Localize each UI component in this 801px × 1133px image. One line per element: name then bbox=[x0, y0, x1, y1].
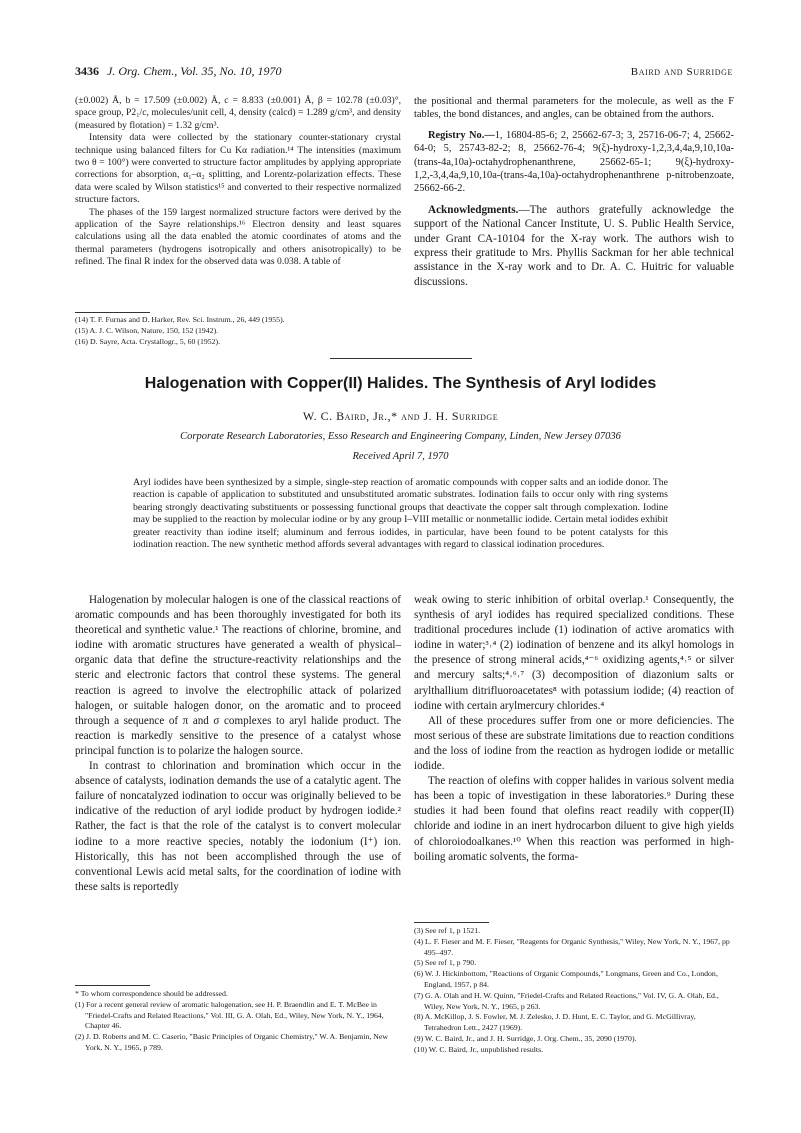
intro-paragraph-2: In contrast to chlorination and bromination which occur in the absence of catalysts, iodination demands the use of a catalytic agent. The failure of noncatalyzed iodination to occur was originally believed to be indicative of the reduction of aryl iodide product by hydrogen iodide.² Rather, the fact is that the role of the catalyst is to convert molecular iodine to a more reactive species, notably the iodonium (I⁺) ion. Historically, this has not been accomplished through the use of conventional Lewis acid metal salts, for the coordination of iodine with these salts is reportedly bbox=[75, 760, 401, 893]
journal-citation: J. Org. Chem., Vol. 35, No. 10, 1970 bbox=[107, 64, 282, 78]
running-header-left bbox=[75, 64, 282, 79]
prev-article-references bbox=[75, 315, 401, 347]
intro-paragraph-3: weak owing to steric inhibition of orbital overlap.¹ Consequently, the synthesis of aryl iodides has required specialized conditions. These traditional procedures include (1) iodination of active aromatics with iodine in water;³˒⁴ (2) iodination of benzene and its alkyl homologs in the presence of strong mineral acids,⁴⁻⁶ oxidizing agents,⁴˒⁵ or silver and mercury salts;⁴˒⁶˒⁷ (3) decomposition of diazonium salts or arylthallium ditrifluoroacetates⁸ with potassium iodide; (4) reaction of iodine with certain arylmercury chlorides.⁴ bbox=[414, 594, 734, 712]
footnote-divider bbox=[75, 985, 150, 986]
intensity-data-paragraph: Intensity data were collected by the stationary counter-stationary crystal technique using balanced filters for Cu Kα radiation.¹⁴ The intensities (maximum two θ = 100°) were converted to structure factor amplitudes by applying appropriate corrections for absorption, α₁–α₂ splitting, and Lorentz-polarization effects. These data were scaled by Wilson statistics¹⁵ and converted to their respective normalized structure factors. bbox=[75, 132, 401, 206]
reference-item: (16) D. Sayre, Acta. Crystallogr., 5, 60 (1952). bbox=[75, 336, 221, 346]
received-date: Received April 7, 1970 bbox=[352, 451, 449, 462]
phases-paragraph: The phases of the 159 largest normalized structure factors were derived by the application of the Sayre relationships.¹⁶ Electron density and least squares calculations using all the data enabled the atomic coordinates of atoms and the thermal parameters (hydrogens isotropically and others anisotropically) to be refined. The final R index for the observed data was 0.038. A table of bbox=[75, 206, 401, 268]
registry-text: 1, 16804-85-6; 2, 25662-67-3; 3, 25716-06-7; 4, 25662-64-0; 5, 25743-82-2; 8, 25662-76-4; 9(ξ)-hydroxy-1,2,3,4,4a,9,10,10a-(trans-4a,10a)-octahydrophenanthrene, 25662-65-1; 9(ξ)-hydroxy-1,2,-3,4,4a,9,10,10a-(trans-4a,10a)-octahydrophenanthrene p-nitrobenzoate, 25662-66-2. bbox=[414, 129, 735, 195]
footnote-item: (4) L. F. Fieser and M. F. Fieser, "Reagents for Organic Synthesis," Wiley, New York, N. Y., 1967, pp 495–497. bbox=[414, 936, 730, 957]
body-left-footnotes bbox=[75, 989, 401, 1054]
intro-paragraph-1: Halogenation by molecular halogen is one of the classical reactions of aromatic compounds and has been thoroughly investigated for both its theoretical and synthetic value.¹ The reactions of chlorine, bromine, and iodine with aromatic structures have generated a wealth of physical–organic data that define the structure-reactivity relationships and the steric and electronic factors that control these systems. The general reaction is agreed to involve the electrophilic attack of polarized halogen, or suitable halogen donor, on the aromatic and to proceed through a sequence of π and σ complexes to aryl halide product. The reaction is markedly sensitive to the presence of a catalyst whose principal function is to polarize the halogen source. bbox=[75, 594, 401, 757]
running-title: Baird and Surridge bbox=[630, 66, 733, 78]
article-authors: W. C. Baird, Jr.,* and J. H. Surridge bbox=[302, 409, 499, 423]
acknowledgments-text: —The authors gratefully acknowledge the support of the National Cancer Institute, U. S. Public Health Service, under Grant CA-10104 for the X-ray work. The authors wish to express their gratitude to Mrs. Phyllis Sackman for her able technical assistance in the X-ray work and to Dr. A. C. Huitric for valuable discussions. bbox=[414, 203, 734, 288]
footnote-item: (5) See ref 1, p 790. bbox=[414, 958, 477, 968]
footnote-divider bbox=[414, 922, 489, 923]
acknowledgments-label: Acknowledgments. bbox=[428, 203, 519, 216]
body-right-column bbox=[414, 593, 734, 865]
footnote-item: (2) J. D. Roberts and M. C. Caserio, "Basic Principles of Organic Chemistry," W. A. Benjamin, New York, N. Y., 1965, p 789. bbox=[75, 1032, 389, 1052]
footnote-item: (3) See ref 1, p 1521. bbox=[414, 926, 481, 935]
registry-paragraph bbox=[414, 129, 734, 196]
footnote-item: (8) A. McKillop, J. S. Fowler, M. J. Zelesko, J. D. Hunt, E. C. Taylor, and G. McGillivray, Tetrahedron Lett., 2427 (1969). bbox=[414, 1012, 696, 1033]
prev-article-left-column bbox=[75, 95, 401, 269]
prev-article-right-column bbox=[414, 95, 734, 289]
body-left-column bbox=[75, 593, 401, 895]
acknowledgments-paragraph bbox=[414, 203, 734, 289]
authors-note-paragraph: the positional and thermal parameters for the molecule, as well as the F tables, the bond distances, and angles, can be obtained from the authors. bbox=[414, 96, 734, 121]
footnote-item: * To whom correspondence should be addressed. bbox=[75, 989, 228, 998]
reference-item: (15) A. J. C. Wilson, Nature, 150, 152 (1942). bbox=[75, 325, 219, 335]
article-abstract: Aryl iodides have been synthesized by a simple, single-step reaction of aromatic compounds with copper salts and an iodide donor. The reaction is capable of application to substituted and unsubstituted aromatic substrates. Iodination fails to occur only with ring systems bearing strongly deactivating substituents or possessing functional groups that deactivate the copper salt through complexation. Iodine may be supplied to the reaction by molecular iodine or by any group I–VIII metallic or nonmetallic iodide. Certain metal iodides exhibit greater reactivity than iodine itself; aluminum and ferrous iodides, in particular, have been found to be potent catalysts for this iodination reaction. The new synthetic method affords several advantages with regard to classical iodination procedures. bbox=[133, 477, 668, 551]
crystal-data-paragraph: (±0.002) Å, b = 17.509 (±0.002) Å, c = 8.833 (±0.001) Å, β = 102.78 (±0.03)°, space group, P2₁/c, molecules/unit cell, 4, density (calcd) = 1.289 g/cm³, and density (measured by flotation) = 1.32 g/cm³. bbox=[75, 95, 401, 131]
article-affiliation: Corporate Research Laboratories, Esso Research and Engineering Company, Linden, New Jersey 07036 bbox=[180, 431, 621, 442]
intro-paragraph-5: The reaction of olefins with copper halides in various solvent media has been a topic of investigation in these laboratories.⁹ During these studies it had been found that olefins react readily with copper(II) chloride and iodine in an inert hydrocarbon diluent to give high yields of chloroiodoalkanes.¹⁰ When this reaction was performed in high-boiling aromatic solvents, the forma- bbox=[414, 775, 734, 863]
page-number: 3436 bbox=[75, 64, 99, 78]
footnote-item: (10) W. C. Baird, Jr., unpublished results. bbox=[414, 1044, 544, 1054]
article-separator bbox=[330, 358, 472, 359]
footnote-item: (1) For a recent general review of aromatic halogenation, see H. P. Braendlin and E. T. McBee in "Friedel-Crafts and Related Reactions," Vol. III, G. A. Olah, Ed., Wiley, New York, N. Y., 1964, Chapter 46. bbox=[75, 999, 384, 1031]
footnote-item: (9) W. C. Baird, Jr., and J. H. Surridge, J. Org. Chem., 35, 2090 (1970). bbox=[414, 1033, 637, 1043]
footnote-item: (7) G. A. Olah and H. W. Quinn, "Friedel-Crafts and Related Reactions," Vol. IV, G. A. Olah, Ed., Wiley, New York, N. Y., 1965, p 263. bbox=[414, 990, 719, 1011]
intro-paragraph-4: All of these procedures suffer from one or more deficiencies. The most serious of these are substrate limitations due to reaction conditions and the loss of iodine from the reaction as hydrogen iodide or metallic iodide. bbox=[414, 714, 734, 773]
registry-label: Registry No.— bbox=[428, 129, 495, 141]
footnote-divider bbox=[75, 312, 150, 313]
body-right-footnotes bbox=[414, 926, 734, 1056]
article-title: Halogenation with Copper(II) Halides. The Synthesis of Aryl Iodides bbox=[144, 375, 657, 392]
reference-item: (14) T. F. Furnas and D. Harker, Rev. Sci. Instrum., 26, 449 (1955). bbox=[75, 315, 285, 324]
footnote-item: (6) W. J. Hickinbottom, "Reactions of Organic Compounds," Longmans, Green and Co., London, England, 1957, p 84. bbox=[414, 969, 718, 989]
